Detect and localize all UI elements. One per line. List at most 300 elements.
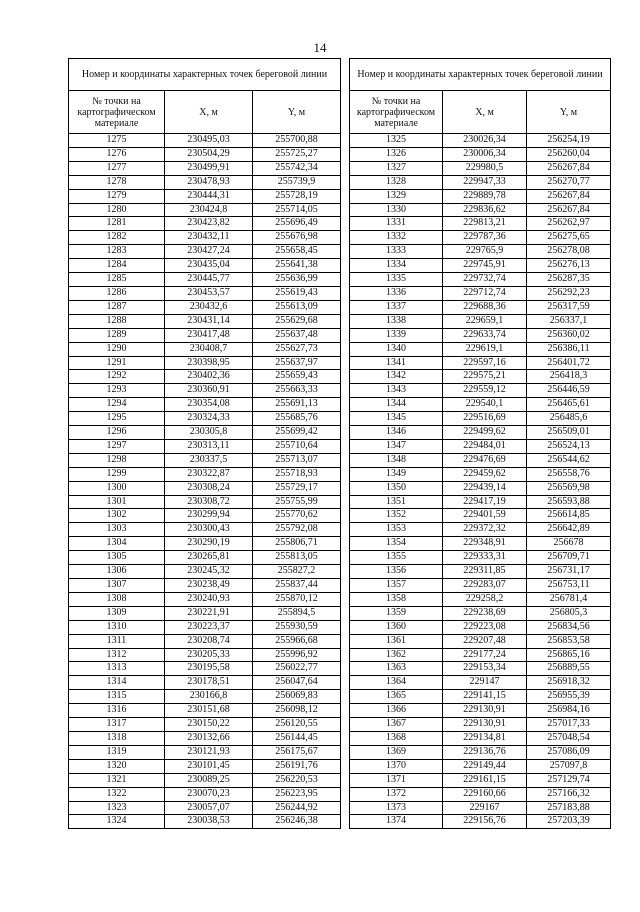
table-row	[69, 801, 341, 815]
table-row	[350, 314, 611, 328]
cell-point-number: 1346	[350, 426, 443, 440]
cell-y: 256524,13	[527, 439, 611, 453]
column-header-x: X, м	[443, 91, 527, 134]
cell-x: 229688,36	[443, 300, 527, 314]
column-header-y: Y, м	[527, 91, 611, 134]
cell-x: 230240,93	[165, 592, 253, 606]
cell-y: 256275,65	[527, 231, 611, 245]
cell-x: 229156,76	[443, 815, 527, 829]
table-row	[350, 398, 611, 412]
cell-point-number: 1290	[69, 342, 165, 356]
cell-y: 257017,33	[527, 718, 611, 732]
cell-x: 230444,31	[165, 189, 253, 203]
cell-point-number: 1339	[350, 328, 443, 342]
cell-y: 256955,39	[527, 690, 611, 704]
cell-x: 229417,19	[443, 495, 527, 509]
cell-point-number: 1365	[350, 690, 443, 704]
cell-y: 255930,59	[253, 620, 341, 634]
cell-point-number: 1285	[69, 273, 165, 287]
cell-point-number: 1330	[350, 203, 443, 217]
cell-y: 256465,61	[527, 398, 611, 412]
cell-x: 229712,74	[443, 286, 527, 300]
table-row	[69, 175, 341, 189]
cell-y: 257097,8	[527, 759, 611, 773]
cell-point-number: 1361	[350, 634, 443, 648]
cell-y: 255658,45	[253, 245, 341, 259]
cell-x: 230499,91	[165, 161, 253, 175]
table-row	[350, 731, 611, 745]
cell-x: 230337,5	[165, 453, 253, 467]
cell-y: 255613,09	[253, 300, 341, 314]
table-row	[69, 662, 341, 676]
cell-x: 230322,87	[165, 467, 253, 481]
cell-x: 230427,24	[165, 245, 253, 259]
cell-point-number: 1368	[350, 731, 443, 745]
table-row	[350, 342, 611, 356]
cell-x: 229141,15	[443, 690, 527, 704]
cell-point-number: 1366	[350, 704, 443, 718]
cell-y: 255739,9	[253, 175, 341, 189]
cell-y: 255659,43	[253, 370, 341, 384]
cell-point-number: 1295	[69, 412, 165, 426]
cell-x: 230223,37	[165, 620, 253, 634]
table-row	[69, 314, 341, 328]
table-row	[69, 731, 341, 745]
table-row	[350, 662, 611, 676]
cell-x: 229207,48	[443, 634, 527, 648]
table-row	[69, 537, 341, 551]
cell-y: 256270,77	[527, 175, 611, 189]
cell-point-number: 1281	[69, 217, 165, 231]
table-row	[69, 551, 341, 565]
cell-y: 256446,59	[527, 384, 611, 398]
cell-x: 229476,69	[443, 453, 527, 467]
cell-y: 256267,84	[527, 161, 611, 175]
cell-x: 230070,23	[165, 787, 253, 801]
cell-x: 229559,12	[443, 384, 527, 398]
cell-point-number: 1362	[350, 648, 443, 662]
cell-y: 255729,17	[253, 481, 341, 495]
cell-point-number: 1352	[350, 509, 443, 523]
cell-y: 256865,16	[527, 648, 611, 662]
table-row	[350, 537, 611, 551]
cell-x: 229575,21	[443, 370, 527, 384]
table-row	[350, 231, 611, 245]
cell-point-number: 1279	[69, 189, 165, 203]
cell-y: 256386,11	[527, 342, 611, 356]
cell-y: 255636,99	[253, 273, 341, 287]
table-row	[69, 509, 341, 523]
cell-x: 230423,82	[165, 217, 253, 231]
cell-y: 255627,73	[253, 342, 341, 356]
cell-point-number: 1360	[350, 620, 443, 634]
table-row	[350, 161, 611, 175]
cell-point-number: 1312	[69, 648, 165, 662]
cell-x: 230402,36	[165, 370, 253, 384]
cell-x: 229153,34	[443, 662, 527, 676]
cell-y: 256853,58	[527, 634, 611, 648]
cell-point-number: 1333	[350, 245, 443, 259]
cell-y: 256889,55	[527, 662, 611, 676]
cell-point-number: 1343	[350, 384, 443, 398]
column-header-point-number: № точки на картографическом материале	[69, 91, 165, 134]
cell-y: 256267,84	[527, 189, 611, 203]
table-row	[350, 592, 611, 606]
cell-y: 255806,71	[253, 537, 341, 551]
table-row	[350, 203, 611, 217]
cell-x: 230238,49	[165, 579, 253, 593]
cell-point-number: 1317	[69, 718, 165, 732]
cell-point-number: 1372	[350, 787, 443, 801]
cell-x: 230038,53	[165, 815, 253, 829]
cell-x: 229439,14	[443, 481, 527, 495]
cell-y: 256593,88	[527, 495, 611, 509]
table-row	[350, 217, 611, 231]
cell-x: 230101,45	[165, 759, 253, 773]
cell-point-number: 1308	[69, 592, 165, 606]
cell-x: 229732,74	[443, 273, 527, 287]
cell-point-number: 1364	[350, 676, 443, 690]
cell-x: 230313,11	[165, 439, 253, 453]
table-row	[69, 356, 341, 370]
cell-point-number: 1337	[350, 300, 443, 314]
table-row	[69, 453, 341, 467]
cell-y: 257183,88	[527, 801, 611, 815]
cell-point-number: 1319	[69, 745, 165, 759]
table-row	[69, 634, 341, 648]
cell-point-number: 1349	[350, 467, 443, 481]
cell-x: 230150,22	[165, 718, 253, 732]
cell-point-number: 1351	[350, 495, 443, 509]
cell-point-number: 1331	[350, 217, 443, 231]
cell-point-number: 1283	[69, 245, 165, 259]
cell-y: 256175,67	[253, 745, 341, 759]
cell-point-number: 1288	[69, 314, 165, 328]
cell-point-number: 1287	[69, 300, 165, 314]
cell-point-number: 1286	[69, 286, 165, 300]
cell-x: 229516,69	[443, 412, 527, 426]
table-row	[350, 328, 611, 342]
table-row	[350, 648, 611, 662]
coordinates-table-right	[349, 58, 611, 829]
cell-x: 229765,9	[443, 245, 527, 259]
table-row	[69, 481, 341, 495]
cell-x: 230360,91	[165, 384, 253, 398]
cell-x: 230166,8	[165, 690, 253, 704]
cell-y: 255770,62	[253, 509, 341, 523]
cell-y: 256244,92	[253, 801, 341, 815]
cell-point-number: 1282	[69, 231, 165, 245]
cell-x: 229348,91	[443, 537, 527, 551]
cell-point-number: 1303	[69, 523, 165, 537]
table-row	[69, 273, 341, 287]
cell-y: 256022,77	[253, 662, 341, 676]
table-row	[69, 815, 341, 829]
table-row	[69, 286, 341, 300]
cell-y: 256485,6	[527, 412, 611, 426]
cell-y: 255870,12	[253, 592, 341, 606]
cell-y: 256709,71	[527, 551, 611, 565]
table-row	[69, 620, 341, 634]
cell-x: 229177,24	[443, 648, 527, 662]
cell-point-number: 1322	[69, 787, 165, 801]
cell-y: 256120,55	[253, 718, 341, 732]
cell-x: 230290,19	[165, 537, 253, 551]
cell-x: 230308,72	[165, 495, 253, 509]
cell-y: 256267,84	[527, 203, 611, 217]
table-row	[350, 286, 611, 300]
cell-x: 230300,43	[165, 523, 253, 537]
cell-y: 256984,16	[527, 704, 611, 718]
cell-point-number: 1315	[69, 690, 165, 704]
table-row	[350, 815, 611, 829]
cell-x: 230432,6	[165, 300, 253, 314]
cell-point-number: 1313	[69, 662, 165, 676]
cell-y: 255718,93	[253, 467, 341, 481]
cell-point-number: 1334	[350, 259, 443, 273]
cell-x: 230006,34	[443, 147, 527, 161]
cell-point-number: 1369	[350, 745, 443, 759]
cell-y: 255637,97	[253, 356, 341, 370]
cell-point-number: 1275	[69, 134, 165, 148]
table-row	[350, 412, 611, 426]
table-row	[350, 759, 611, 773]
cell-x: 229167	[443, 801, 527, 815]
table-row	[69, 134, 341, 148]
cell-x: 229745,91	[443, 259, 527, 273]
cell-point-number: 1357	[350, 579, 443, 593]
cell-y: 255676,98	[253, 231, 341, 245]
cell-point-number: 1367	[350, 718, 443, 732]
table-row	[69, 217, 341, 231]
table-row	[350, 565, 611, 579]
cell-x: 230305,8	[165, 426, 253, 440]
cell-x: 229633,74	[443, 328, 527, 342]
table-row	[350, 175, 611, 189]
table-row	[69, 495, 341, 509]
table-row	[350, 370, 611, 384]
table-row	[350, 690, 611, 704]
cell-x: 230089,25	[165, 773, 253, 787]
cell-point-number: 1316	[69, 704, 165, 718]
cell-point-number: 1305	[69, 551, 165, 565]
cell-point-number: 1340	[350, 342, 443, 356]
cell-point-number: 1353	[350, 523, 443, 537]
cell-point-number: 1300	[69, 481, 165, 495]
cell-point-number: 1292	[69, 370, 165, 384]
cell-y: 255619,43	[253, 286, 341, 300]
cell-x: 229401,59	[443, 509, 527, 523]
cell-x: 229333,31	[443, 551, 527, 565]
cell-point-number: 1335	[350, 273, 443, 287]
cell-point-number: 1299	[69, 467, 165, 481]
cell-x: 229372,32	[443, 523, 527, 537]
table-row	[350, 189, 611, 203]
table-row	[69, 426, 341, 440]
cell-point-number: 1302	[69, 509, 165, 523]
cell-point-number: 1329	[350, 189, 443, 203]
cell-x: 230195,58	[165, 662, 253, 676]
table-row	[69, 704, 341, 718]
cell-x: 229980,5	[443, 161, 527, 175]
cell-y: 256509,01	[527, 426, 611, 440]
cell-point-number: 1355	[350, 551, 443, 565]
cell-x: 230495,03	[165, 134, 253, 148]
cell-x: 230178,51	[165, 676, 253, 690]
cell-point-number: 1341	[350, 356, 443, 370]
cell-y: 257086,09	[527, 745, 611, 759]
table-row	[350, 634, 611, 648]
cell-x: 229130,91	[443, 718, 527, 732]
table-row	[69, 189, 341, 203]
cell-y: 255691,13	[253, 398, 341, 412]
cell-x: 230151,68	[165, 704, 253, 718]
table-row	[69, 231, 341, 245]
cell-y: 255827,2	[253, 565, 341, 579]
cell-x: 230445,77	[165, 273, 253, 287]
table-row	[350, 481, 611, 495]
cell-y: 256223,95	[253, 787, 341, 801]
table-row	[69, 759, 341, 773]
cell-y: 256276,13	[527, 259, 611, 273]
cell-x: 230205,33	[165, 648, 253, 662]
cell-x: 229147	[443, 676, 527, 690]
table-row	[350, 704, 611, 718]
table-row	[350, 426, 611, 440]
cell-y: 256254,19	[527, 134, 611, 148]
cell-point-number: 1342	[350, 370, 443, 384]
column-header-y: Y, м	[253, 91, 341, 134]
table-row	[69, 565, 341, 579]
table-row	[69, 147, 341, 161]
table-row	[69, 523, 341, 537]
cell-point-number: 1338	[350, 314, 443, 328]
cell-x: 230299,94	[165, 509, 253, 523]
table-row	[69, 579, 341, 593]
cell-y: 257048,54	[527, 731, 611, 745]
cell-point-number: 1293	[69, 384, 165, 398]
cell-point-number: 1314	[69, 676, 165, 690]
cell-x: 229947,33	[443, 175, 527, 189]
cell-y: 255629,68	[253, 314, 341, 328]
table-row	[69, 648, 341, 662]
cell-y: 255663,33	[253, 384, 341, 398]
table-row	[69, 259, 341, 273]
cell-point-number: 1359	[350, 606, 443, 620]
table-row	[350, 300, 611, 314]
table-row	[69, 328, 341, 342]
cell-point-number: 1306	[69, 565, 165, 579]
cell-x: 229619,1	[443, 342, 527, 356]
cell-point-number: 1347	[350, 439, 443, 453]
cell-x: 230504,29	[165, 147, 253, 161]
table-row	[350, 439, 611, 453]
cell-y: 256918,32	[527, 676, 611, 690]
table-row	[350, 606, 611, 620]
cell-y: 255713,07	[253, 453, 341, 467]
cell-y: 256558,76	[527, 467, 611, 481]
table-row	[350, 773, 611, 787]
table-title: Номер и координаты характерных точек береговой линии	[350, 59, 611, 91]
cell-y: 256544,62	[527, 453, 611, 467]
cell-point-number: 1336	[350, 286, 443, 300]
cell-x: 230265,81	[165, 551, 253, 565]
cell-x: 229889,78	[443, 189, 527, 203]
table-row	[350, 147, 611, 161]
cell-point-number: 1304	[69, 537, 165, 551]
cell-x: 229223,08	[443, 620, 527, 634]
cell-x: 229484,01	[443, 439, 527, 453]
cell-x: 230308,24	[165, 481, 253, 495]
cell-y: 255837,44	[253, 579, 341, 593]
cell-y: 256834,56	[527, 620, 611, 634]
table-row	[69, 745, 341, 759]
cell-y: 255641,38	[253, 259, 341, 273]
cell-y: 255700,88	[253, 134, 341, 148]
table-title: Номер и координаты характерных точек береговой линии	[69, 59, 341, 91]
cell-y: 255685,76	[253, 412, 341, 426]
table-row	[350, 259, 611, 273]
table-row	[350, 467, 611, 481]
cell-x: 229161,15	[443, 773, 527, 787]
cell-x: 230245,32	[165, 565, 253, 579]
cell-x: 229136,76	[443, 745, 527, 759]
cell-y: 256360,02	[527, 328, 611, 342]
cell-y: 256278,08	[527, 245, 611, 259]
cell-x: 230453,57	[165, 286, 253, 300]
cell-point-number: 1294	[69, 398, 165, 412]
cell-y: 255966,68	[253, 634, 341, 648]
table-row	[350, 273, 611, 287]
table-row	[69, 398, 341, 412]
cell-point-number: 1323	[69, 801, 165, 815]
cell-x: 229540,1	[443, 398, 527, 412]
cell-point-number: 1307	[69, 579, 165, 593]
table-row	[69, 718, 341, 732]
cell-x: 229258,2	[443, 592, 527, 606]
cell-x: 229160,66	[443, 787, 527, 801]
cell-x: 230221,91	[165, 606, 253, 620]
cell-y: 255792,08	[253, 523, 341, 537]
table-row	[350, 523, 611, 537]
table-row	[350, 245, 611, 259]
table-row	[350, 356, 611, 370]
table-row	[69, 606, 341, 620]
cell-y: 255813,05	[253, 551, 341, 565]
cell-y: 256191,76	[253, 759, 341, 773]
cell-point-number: 1374	[350, 815, 443, 829]
cell-y: 257129,74	[527, 773, 611, 787]
coordinates-table-left	[68, 58, 341, 829]
cell-y: 256401,72	[527, 356, 611, 370]
cell-x: 230424,8	[165, 203, 253, 217]
cell-y: 256292,23	[527, 286, 611, 300]
table-row	[69, 161, 341, 175]
cell-point-number: 1289	[69, 328, 165, 342]
cell-x: 230026,34	[443, 134, 527, 148]
table-row	[350, 551, 611, 565]
cell-y: 255714,05	[253, 203, 341, 217]
table-row	[69, 384, 341, 398]
cell-x: 229787,36	[443, 231, 527, 245]
table-row	[69, 342, 341, 356]
cell-y: 256614,85	[527, 509, 611, 523]
cell-point-number: 1344	[350, 398, 443, 412]
cell-y: 256098,12	[253, 704, 341, 718]
table-row	[350, 384, 611, 398]
cell-y: 256246,38	[253, 815, 341, 829]
cell-x: 229149,44	[443, 759, 527, 773]
